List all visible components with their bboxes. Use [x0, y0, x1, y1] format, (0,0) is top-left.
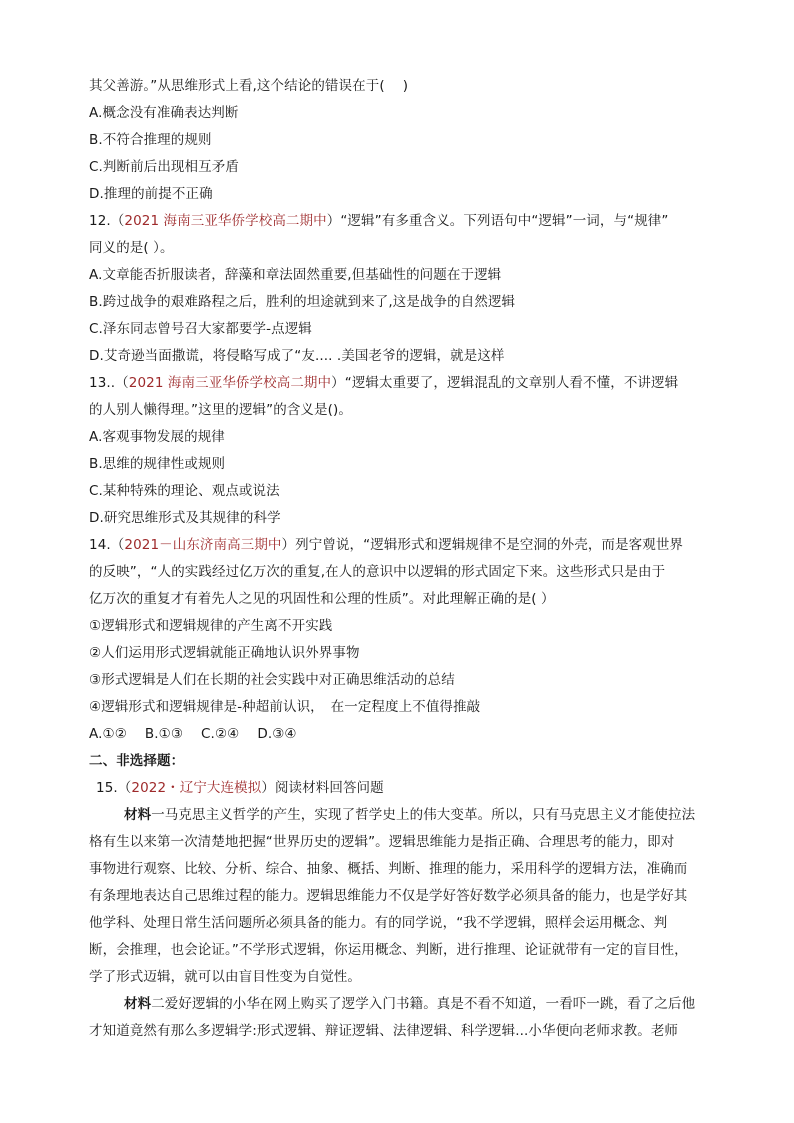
material2-text: 二爱好逻辑的小华在网上购买了逻学入门书籍。真是不看不知道，一看吓一跳，看了之后他 [151, 996, 696, 1012]
q15-material1-line4: 有条理地表达自己思维过程的能力。逻辑思维能力不仅是学好答好数学必须具备的能力，也是学好其 [89, 888, 688, 904]
q12-option-c: C.泽东同志曾号召大家都要学-点逻辑 [89, 321, 312, 337]
q12-source: 2021 海南三亚华侨学校高二期中 [124, 213, 327, 229]
q15-number: 15.（ [96, 780, 132, 796]
q13-number: 13..（ [89, 375, 129, 391]
q15-material1-line3: 事物进行观察、比较、分析、综合、抽象、概括、判断、推理的能力，采用科学的逻辑方法，准确而 [89, 861, 688, 877]
q15-material2-line2: 才知道竟然有那么多逻辑学:形式逻辑、辩证逻辑、法律逻辑、科学逻辑...小华便向老师求教。老师 [89, 1023, 679, 1039]
q14-source: 2021－山东济南高三期中 [124, 537, 282, 553]
q12-number: 12.（ [89, 213, 125, 229]
q15-material1-line6: 断，会推理，也会论证。”不学形式逻辑，你运用概念、判断，进行推理、论证就带有一定的盲目性， [89, 942, 688, 958]
q13-stem-line1 [89, 374, 678, 392]
q14-item-4: ④逻辑形式和逻辑规律是-种超前认识， 在一定程度上不值得推敲 [89, 699, 481, 715]
q12-stem-text: ）“逻辑”有多重含义。下列语句中“逻辑”一词，与“规律” [326, 213, 669, 229]
q11-option-b: B.不符合推理的规则 [89, 132, 212, 148]
q13-option-d: D.研究思维形式及其规律的科学 [89, 510, 281, 526]
q14-item-1: ①逻辑形式和逻辑规律的产生离不开实践 [89, 618, 333, 634]
q12-option-d: D.艾奇逊当面撒谎，将侵略写成了“友.... .美国老爷的逻辑，就是这样 [89, 348, 505, 364]
q13-source: 2021 海南三亚华侨学校高二期中 [128, 375, 332, 391]
q13-stem-line2: 的人别人懒得理。”这里的逻辑”的含义是()。 [89, 402, 352, 418]
q11-option-c: C.判断前后出现相互矛盾 [89, 159, 239, 175]
material1-label: 材料 [124, 807, 152, 823]
q13-option-b: B.思维的规律性或规则 [89, 456, 226, 472]
q14-item-2: ②人们运用形式逻辑就能正确地认识外界事物 [89, 645, 360, 661]
q12-stem-line2: 同义的是( ）。 [89, 240, 174, 256]
q14-stem-line3: 亿万次的重复才有着先人之见的巩固性和公理的性质”。对此理解正确的是( ） [89, 591, 555, 607]
q13-option-c: C.某种特殊的理论、观点或说法 [89, 483, 280, 499]
q14-number: 14.（ [89, 537, 125, 553]
q12-option-a: A.文章能否折服读者，辞藻和章法固然重要,但基础性的问题在于逻辑 [89, 267, 502, 283]
q15-material1-line5: 他学科、处理日常生活问题所必须具备的能力。有的同学说，“我不学逻辑，照样会运用概念、判 [89, 915, 668, 931]
material1-text: 一马克思主义哲学的产生，实现了哲学史上的伟大变革。所以，只有马克思主义才能使拉法 [151, 807, 696, 823]
q14-item-3: ③形式逻辑是人们在长期的社会实践中对正确思维活动的总结 [89, 672, 455, 688]
q15-material1-line7: 学了形式迈辑，就可以由盲目性变为自觉性。 [89, 969, 361, 985]
q14-stem-line2: 的反映”，“人的实践经过亿万次的重复,在人的意识中以逻辑的形式固定下来。这些形式只是由于 [89, 564, 666, 580]
q14-answer-choices: A.①② B.①③ C.②④ D.③④ [89, 726, 297, 742]
q15-stem [96, 779, 384, 797]
q13-stem-text: ）“逻辑太重要了，逻辑混乱的文章别人看不懂，不讲逻辑 [331, 375, 679, 391]
q11-stem-continued: 其父善游。”从思维形式上看,这个结论的错误在于( ) [89, 78, 409, 94]
q15-material1-line2: 格有生以来第一次清楚地把握“世界历史的逻辑”。逻辑思维能力是指正确、合理思考的能力，即对 [89, 834, 675, 850]
q12-option-b: B.跨过战争的艰难路程之后，胜利的坦途就到来了,这是战争的自然逻辑 [89, 294, 516, 310]
q11-option-d: D.推理的前提不正确 [89, 186, 213, 202]
q11-option-a: A.概念没有准确表达判断 [89, 105, 239, 121]
q13-option-a: A.客观事物发展的规律 [89, 429, 225, 445]
q15-stem-text: ）阅读材料回答问题 [261, 780, 384, 796]
q14-stem-text: ）列宁曾说，“逻辑形式和逻辑规律不是空洞的外壳，而是客观世界 [281, 537, 684, 553]
q15-material2-line1 [124, 995, 695, 1013]
section-heading: 二、非选择题： [89, 753, 185, 769]
q15-source: 2022・辽宁大连模拟 [131, 780, 262, 796]
material2-label: 材料 [124, 996, 152, 1012]
q14-stem-line1 [89, 536, 683, 554]
q15-material1-line1 [124, 806, 695, 824]
q12-stem-line1 [89, 212, 669, 230]
